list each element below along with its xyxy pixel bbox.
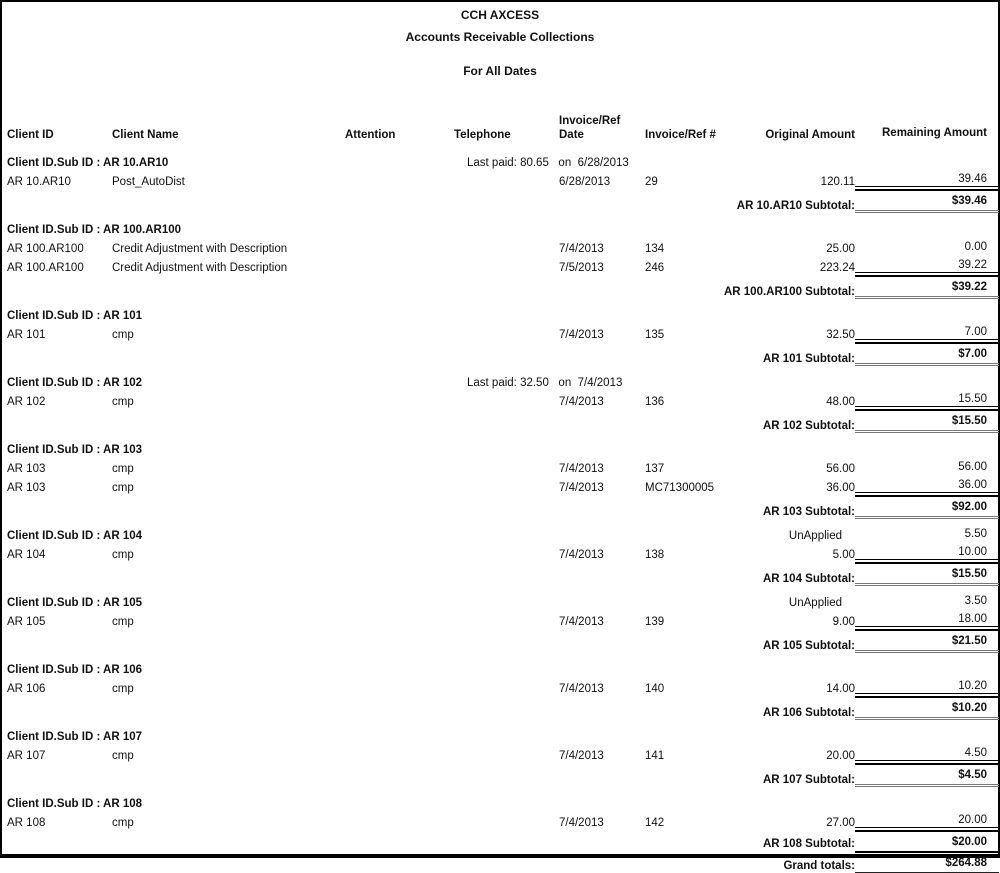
telephone-cell [454, 744, 559, 763]
column-header-telephone: Telephone [454, 129, 511, 141]
invoice-ref-number: 138 [645, 549, 665, 561]
subtotal-row [7, 409, 999, 433]
grand-total-label: Grand totals: [783, 860, 855, 872]
attention-cell [345, 811, 454, 830]
invoice-ref-number: 136 [645, 396, 665, 408]
subtotal-amount-value: $10.20 [951, 702, 987, 714]
remaining-amount [855, 543, 999, 562]
client-name: cmp [112, 616, 134, 628]
original-amount: 48.00 [826, 396, 855, 408]
subtotal-amount-value: $4.50 [958, 769, 987, 781]
group-header-label: Client ID.Sub ID : AR 101 [7, 310, 143, 322]
last-paid-text: Last paid: 32.50 on 7/4/2013 [467, 377, 623, 389]
remaining-amount [855, 237, 999, 256]
invoice-row [7, 457, 999, 476]
subtotal-amount [855, 763, 999, 787]
subtotal-row [7, 342, 999, 366]
unapplied-label: UnApplied [788, 530, 842, 542]
telephone-cell [454, 256, 559, 275]
report-header [2, 2, 998, 78]
client-name: Credit Adjustment with Description [112, 262, 288, 274]
remaining-amount [855, 170, 999, 189]
invoice-date: 7/4/2013 [559, 817, 604, 829]
column-header-remaining-amount: Remaining Amount [882, 127, 987, 139]
column-header-original-amount: Original Amount [765, 129, 855, 141]
subtotal-amount [855, 275, 999, 299]
invoice-date: 7/4/2013 [559, 683, 604, 695]
subtotal-row [7, 629, 999, 653]
group-header-row [7, 519, 999, 543]
group-header-label: Client ID.Sub ID : AR 107 [7, 731, 143, 743]
remaining-amount-value: 56.00 [958, 461, 987, 473]
group-header-row [7, 787, 999, 811]
invoice-ref-number: 135 [645, 329, 665, 341]
invoice-date: 7/4/2013 [559, 463, 604, 475]
group-header-row [7, 653, 999, 677]
client-name: cmp [112, 683, 134, 695]
remaining-amount-value: 20.00 [855, 813, 999, 828]
grand-total-row [7, 851, 999, 873]
invoice-ref-number: 141 [645, 750, 665, 762]
grand-total-amount [855, 851, 999, 873]
invoice-ref-number: 140 [645, 683, 665, 695]
original-amount: 25.00 [826, 243, 855, 255]
client-name: cmp [112, 750, 134, 762]
remaining-amount-value: 36.00 [855, 478, 999, 493]
subtotal-amount-value: $15.50 [951, 568, 987, 580]
subtotal-row [7, 830, 999, 851]
client-name: Credit Adjustment with Description [112, 243, 288, 255]
column-header-invoice-ref: Invoice/Ref # [645, 129, 716, 141]
remaining-amount-value: 4.50 [855, 746, 999, 761]
client-id: AR 100.AR100 [7, 262, 84, 274]
subtotal-row [7, 495, 999, 519]
subtotal-label: AR 106 Subtotal: [762, 707, 855, 719]
subtotal-amount-value: $20.00 [951, 836, 987, 848]
subtotal-row [7, 763, 999, 787]
attention-cell [345, 476, 454, 495]
invoice-date: 7/4/2013 [559, 750, 604, 762]
remaining-amount [855, 610, 999, 629]
telephone-cell [454, 476, 559, 495]
unapplied-amount-value: 3.50 [964, 595, 987, 607]
client-id: AR 108 [7, 817, 46, 829]
client-name: cmp [112, 396, 134, 408]
group-header-label: Client ID.Sub ID : AR 108 [7, 798, 143, 810]
client-id: AR 100.AR100 [7, 243, 84, 255]
unapplied-label: UnApplied [788, 597, 842, 609]
invoice-date: 7/4/2013 [559, 482, 604, 494]
group-header-label: Client ID.Sub ID : AR 104 [7, 530, 143, 542]
telephone-cell [454, 170, 559, 189]
remaining-amount-value: 0.00 [964, 241, 987, 253]
attention-cell [345, 323, 454, 342]
subtotal-amount-value: $39.46 [951, 195, 987, 207]
subtotal-amount [855, 696, 999, 720]
subtotal-amount [855, 562, 999, 586]
remaining-amount [855, 390, 999, 409]
last-paid-text: Last paid: 80.65 on 6/28/2013 [467, 157, 629, 169]
subtotal-label: AR 107 Subtotal: [762, 774, 855, 786]
invoice-row [7, 256, 999, 275]
client-name: cmp [112, 817, 134, 829]
subtotal-label: AR 10.AR10 Subtotal: [736, 200, 855, 212]
remaining-amount-value: 10.00 [855, 545, 999, 560]
client-id: AR 107 [7, 750, 46, 762]
original-amount: 36.00 [826, 482, 855, 494]
client-name: cmp [112, 463, 134, 475]
remaining-amount-cell [855, 146, 999, 170]
subtotal-label: AR 108 Subtotal: [762, 838, 855, 850]
subtotal-row [7, 189, 999, 213]
client-id: AR 105 [7, 616, 46, 628]
invoice-row [7, 170, 999, 189]
group-header-label: Client ID.Sub ID : AR 10.AR10 [7, 157, 169, 169]
report-table [7, 108, 999, 873]
remaining-amount [855, 811, 999, 830]
invoice-ref-number: 142 [645, 817, 665, 829]
telephone-cell [454, 811, 559, 830]
remaining-amount-cell [855, 366, 999, 390]
client-id: AR 106 [7, 683, 46, 695]
invoice-row [7, 677, 999, 696]
client-id: AR 104 [7, 549, 46, 561]
group-header-label: Client ID.Sub ID : AR 105 [7, 597, 143, 609]
subtotal-amount-value: $7.00 [958, 348, 987, 360]
original-amount: 120.11 [820, 176, 855, 188]
remaining-amount-value: 39.22 [855, 258, 999, 273]
invoice-date: 7/4/2013 [559, 243, 604, 255]
subtotal-amount-value: $21.50 [951, 635, 987, 647]
attention-cell [345, 677, 454, 696]
invoice-ref-number: 134 [645, 243, 665, 255]
telephone-cell [454, 457, 559, 476]
remaining-amount [855, 744, 999, 763]
invoice-date: 7/4/2013 [559, 396, 604, 408]
telephone-cell [454, 323, 559, 342]
subtotal-row [7, 275, 999, 299]
invoice-row [7, 323, 999, 342]
report-date-range: For All Dates [463, 64, 537, 78]
group-header-row [7, 720, 999, 744]
invoice-ref-number: MC71300005 [645, 482, 715, 494]
subtotal-amount [855, 189, 999, 213]
remaining-amount-value: 18.00 [855, 612, 999, 627]
subtotal-label: AR 100.AR100 Subtotal: [723, 286, 855, 298]
group-header-row [7, 299, 999, 323]
invoice-date: 7/4/2013 [559, 616, 604, 628]
original-amount: 20.00 [826, 750, 855, 762]
unapplied-amount [855, 586, 999, 610]
group-header-label: Client ID.Sub ID : AR 100.AR100 [7, 224, 182, 236]
invoice-row [7, 390, 999, 409]
remaining-amount-value: 15.50 [855, 392, 999, 407]
group-header-label: Client ID.Sub ID : AR 103 [7, 444, 143, 456]
client-id: AR 101 [7, 329, 46, 341]
original-amount: 5.00 [832, 549, 855, 561]
subtotal-amount [855, 629, 999, 653]
remaining-amount [855, 476, 999, 495]
column-header-attention: Attention [345, 129, 396, 141]
invoice-ref-number: 137 [645, 463, 665, 475]
subtotal-amount-value: $92.00 [951, 501, 987, 513]
original-amount: 9.00 [832, 616, 855, 628]
subtotal-amount [855, 830, 999, 851]
invoice-date: 7/4/2013 [559, 549, 604, 561]
report-subtitle: Accounts Receivable Collections [405, 30, 595, 44]
original-amount-cell [760, 366, 855, 390]
original-amount: 27.00 [826, 817, 855, 829]
group-header-row [7, 433, 999, 457]
unapplied-amount [855, 519, 999, 543]
original-amount-cell [760, 146, 855, 170]
subtotal-row [7, 696, 999, 720]
attention-cell [345, 610, 454, 629]
invoice-row [7, 744, 999, 763]
column-header-client-id: Client ID [7, 129, 54, 141]
invoice-ref-number: 139 [645, 616, 665, 628]
attention-cell [345, 237, 454, 256]
subtotal-label: AR 103 Subtotal: [762, 506, 855, 518]
client-id: AR 10.AR10 [7, 176, 71, 188]
telephone-cell [454, 677, 559, 696]
column-header-invoice-date: Invoice/Ref Date [559, 115, 621, 141]
client-name: cmp [112, 482, 134, 494]
grand-total-amount-value: $264.88 [945, 857, 987, 869]
original-amount: 32.50 [826, 329, 855, 341]
invoice-row [7, 237, 999, 256]
remaining-amount [855, 323, 999, 342]
subtotal-amount-value: $39.22 [951, 281, 987, 293]
group-header-label: Client ID.Sub ID : AR 106 [7, 664, 143, 676]
report-title: CCH AXCESS [460, 8, 540, 22]
remaining-amount [855, 457, 999, 476]
telephone-cell [454, 237, 559, 256]
group-header-row [7, 146, 999, 170]
invoice-date: 7/5/2013 [559, 262, 604, 274]
invoice-ref-number: 29 [645, 176, 658, 188]
client-name: cmp [112, 549, 134, 561]
remaining-amount [855, 677, 999, 696]
remaining-amount-value: 10.20 [855, 679, 999, 694]
invoice-row [7, 811, 999, 830]
group-header-row [7, 366, 999, 390]
subtotal-label: AR 102 Subtotal: [762, 420, 855, 432]
invoice-row [7, 543, 999, 562]
client-id: AR 103 [7, 463, 46, 475]
group-header-row [7, 586, 999, 610]
column-header-client-name: Client Name [112, 129, 179, 141]
telephone-cell [454, 390, 559, 409]
attention-cell [345, 457, 454, 476]
attention-cell [345, 744, 454, 763]
original-amount: 223.24 [819, 262, 855, 274]
subtotal-row [7, 562, 999, 586]
invoice-date: 6/28/2013 [559, 176, 611, 188]
invoice-row [7, 476, 999, 495]
client-name: cmp [112, 329, 134, 341]
subtotal-amount-value: $15.50 [951, 415, 987, 427]
original-amount: 14.00 [826, 683, 855, 695]
subtotal-label: AR 104 Subtotal: [762, 573, 855, 585]
invoice-date: 7/4/2013 [559, 329, 604, 341]
telephone-cell [454, 543, 559, 562]
group-header-label: Client ID.Sub ID : AR 102 [7, 377, 143, 389]
subtotal-amount [855, 409, 999, 433]
original-amount: 56.00 [826, 463, 855, 475]
attention-cell [345, 543, 454, 562]
report-body [7, 146, 999, 873]
attention-cell [345, 256, 454, 275]
subtotal-label: AR 105 Subtotal: [762, 640, 855, 652]
subtotal-label: AR 101 Subtotal: [762, 353, 855, 365]
column-header-row [7, 108, 999, 146]
attention-cell [345, 170, 454, 189]
group-header-row [7, 213, 999, 237]
telephone-cell [454, 610, 559, 629]
unapplied-amount-value: 5.50 [964, 528, 987, 540]
client-name: Post_AutoDist [112, 176, 185, 188]
client-id: AR 103 [7, 482, 46, 494]
invoice-ref-number: 246 [645, 262, 665, 274]
invoice-row [7, 610, 999, 629]
subtotal-amount [855, 342, 999, 366]
client-id: AR 102 [7, 396, 46, 408]
remaining-amount-value: 7.00 [855, 325, 999, 340]
remaining-amount [855, 256, 999, 275]
remaining-amount-value: 39.46 [855, 172, 999, 187]
attention-cell [345, 390, 454, 409]
subtotal-amount [855, 495, 999, 519]
